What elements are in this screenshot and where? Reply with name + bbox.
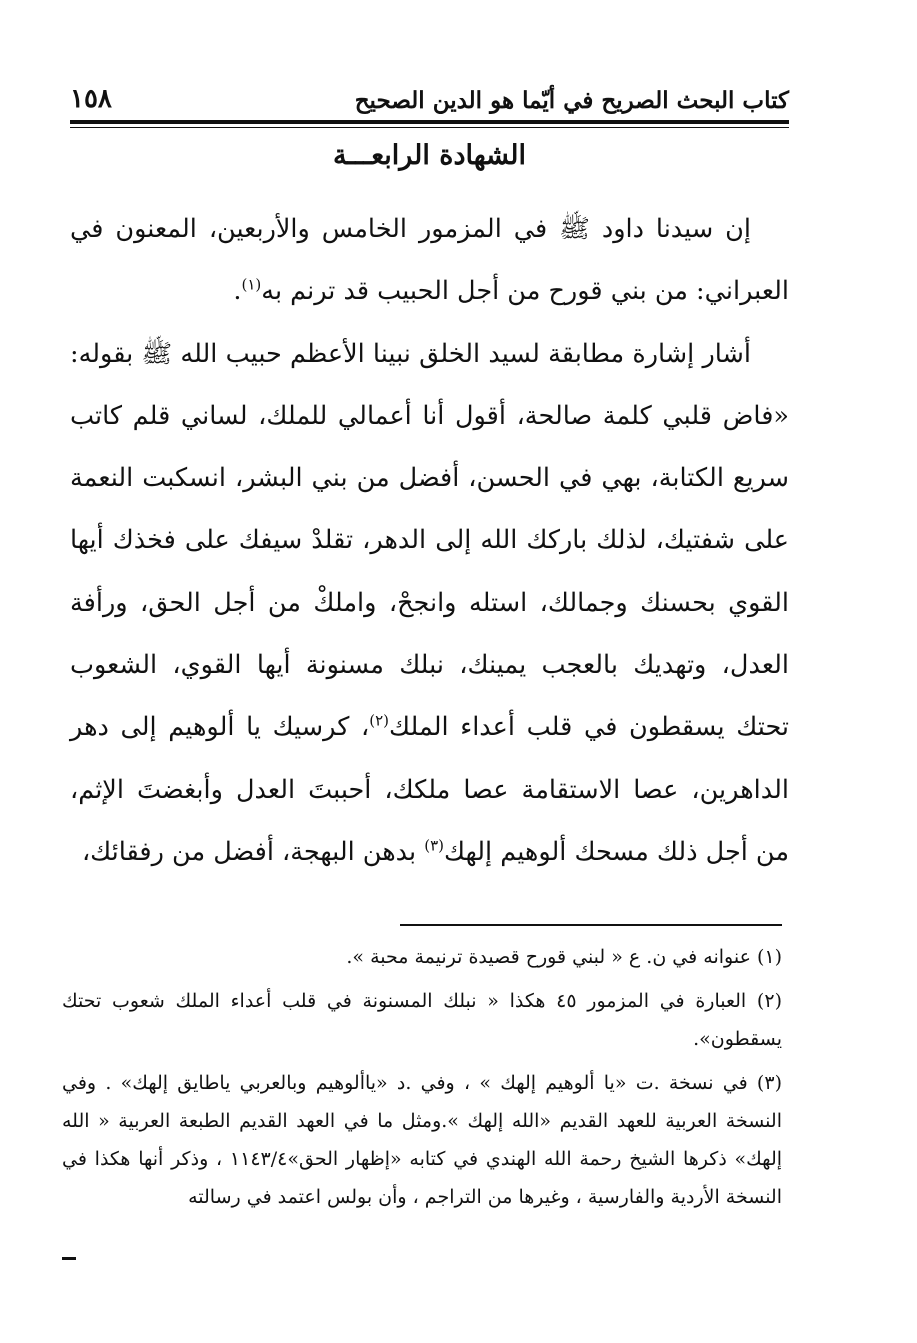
footnote-3: (٣) في نسخة .ت «يا ألوهيم إلهك » ، وفي .د «ياألوهيم وبالعربي ياطايق إلهك» . وفي النسخة العربية للعهد القديم «الله إلهك ».ومثل ما في العهد القديم الطبعة العربية « الله إلهك» ذكرها الشيخ رحمة الله الهندي في كتابه «إظهار الحق»١١٤٣/٤ ، وذكر أنها هكذا في النسخة الأردية والفارسية ، وغيرها من التراجم ، وأن بولس اعتمد في رسالته bbox=[62, 1072, 783, 1208]
paragraph-2 bbox=[70, 323, 789, 884]
footnote-separator bbox=[400, 924, 782, 926]
running-title: كتاب البحث الصريح في أيّما هو الدين الصحيح bbox=[354, 87, 789, 114]
footnote-1: (١) عنوانه في ن. ع « لبني قورح قصيدة ترنيمة محبة ». bbox=[346, 946, 782, 968]
paragraph-1 bbox=[70, 198, 789, 323]
footnotes bbox=[62, 938, 782, 1222]
header-rule-thick bbox=[70, 120, 789, 124]
paragraph-1-text: إن سيدنا داود ﷺ في المزمور الخامس والأربعين، المعنون في العبراني: من بني قورح من أجل الحبيب قد ترنم به bbox=[70, 214, 789, 307]
footnote-ref-1[interactable]: (١) bbox=[241, 275, 262, 294]
section-title: الشهادة الرابعـــة bbox=[333, 140, 526, 171]
page-number: ١٥٨ bbox=[70, 84, 112, 114]
page-header bbox=[70, 80, 789, 114]
continuation-mark bbox=[62, 1257, 76, 1260]
header-rule-thin bbox=[70, 127, 789, 128]
footnote-ref-2[interactable]: (٢) bbox=[369, 711, 390, 730]
paragraph-2-text: أشار إشارة مطابقة لسيد الخلق نبينا الأعظم حبيب الله ﷺ بقوله: «فاض قلبي كلمة صالحة، أقول أنا أعمالي للملك، لساني قلم كاتب سريع الكتابة، بهي في الحسن، أفضل من بني البشر، انسكبت النعمة على شفتيك، لذلك باركك الله إلى الدهر، تقلدْ سيفك على فخذك أيها القوي بحسنك وجمالك، استله وانجحْ، واملكْ من أجل الحق، ورأفة العدل، وتهديك بالعجب يمينك، نبلك مسنونة أيها القوي، الشعوب تحتك يسقطون في قلب أعداء الملك bbox=[70, 338, 789, 743]
main-text bbox=[70, 198, 789, 883]
paragraph-2-middle: ، كرسيك يا ألوهيم إلى دهر الداهرين، عصا الاستقامة عصا ملكك، أحببتَ العدل وأبغضتَ الإثم، من أجل ذلك مسحك ألوهيم إلهك bbox=[70, 712, 789, 867]
paragraph-2-end: بدهن البهجة، أفضل من رفقائك، bbox=[81, 836, 425, 867]
footnote-2: (٢) العبارة في المزمور ٤٥ هكذا « نبلك المسنونة في قلب أعداء الملك شعوب تحتك يسقطون». bbox=[62, 990, 782, 1050]
paragraph-1-end: . bbox=[233, 276, 242, 307]
footnote-ref-3[interactable]: (٣) bbox=[424, 836, 445, 855]
